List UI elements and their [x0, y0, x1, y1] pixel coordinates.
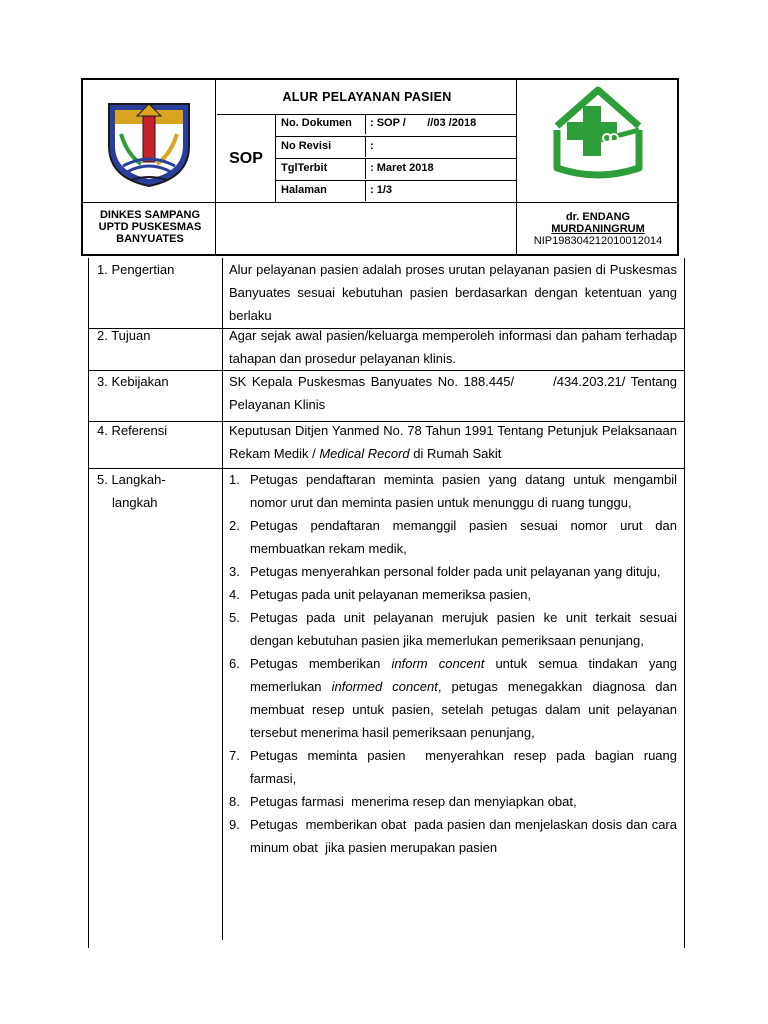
section-text-pengertian: Alur pelayanan pasien adalah proses urutan pelayanan pasien di Puskesmas Banyuates sesuai kebutuhan pasien berdasarkan dengan ketentuan yang berlaku: [229, 262, 677, 323]
list-item: 6. Petugas memberikan inform concent untuk semua tindakan yang memerlukan informed concent, petugas menegakkan diagnosa dan membuat resep untuk pasien, setelah petugas dalam unit pelayanan tersebut menerima hasil pemeriksaan penunjang,: [229, 656, 678, 740]
section-label-pengertian: 1. Pengertian: [97, 262, 175, 277]
list-item: 3. Petugas menyerahkan personal folder pada unit pelayanan yang dituju,: [229, 564, 661, 579]
sop-content-table: [88, 258, 685, 948]
meta-row-dokumen: [275, 114, 517, 134]
header-row-divider: [83, 202, 677, 203]
list-item: 5. Petugas pada unit pelayanan merujuk pasien ke unit terkait sesuai dengan kebutuhan pasien jika memerlukan pemeriksaan penunjang,: [229, 610, 677, 648]
signer-name: dr. ENDANG: [565, 211, 631, 223]
section-text-tujuan: Agar sejak awal pasien/keluarga memperoleh informasi dan paham terhadap tahapan dan prosedur pelayanan klinis.: [229, 328, 677, 366]
meta-row-revisi: [275, 136, 517, 157]
list-item: 7. Petugas meminta pasien menyerahkan resep pada bagian ruang farmasi,: [229, 748, 681, 786]
puskesmas-logo-icon: [543, 84, 653, 184]
organization-name: DINKES SAMPANG UPTD PUSKESMAS BANYUATES: [98, 209, 202, 245]
list-item: 2. Petugas pendaftaran memanggil pasien sesuai nomor urut dan membuatkan rekam medik,: [229, 518, 677, 556]
meta-row-halaman: [275, 180, 517, 201]
section-label-tujuan: 2. Tujuan: [97, 328, 151, 343]
meta-value: : SOP / //03 /2018: [370, 117, 477, 129]
meta-label: TglTerbit: [281, 162, 328, 174]
page-cut: [89, 940, 684, 948]
list-item: 8. Petugas farmasi menerima resep dan menyiapkan obat,: [229, 794, 577, 809]
meta-label: No Revisi: [281, 140, 332, 152]
list-item: 9. Petugas memberikan obat pada pasien dan menjelaskan dosis dan cara minum obat jika pasien merupakan pasien: [229, 817, 681, 855]
section-label-langkah: 5. Langkah- langkah: [97, 472, 166, 510]
section-text-kebijakan: SK Kepala Puskesmas Banyuates No. 188.445/ /434.203.21/ Tentang Pelayanan Klinis: [229, 374, 681, 412]
meta-label: No. Dokumen: [281, 117, 352, 129]
meta-value: : 1/3: [370, 184, 393, 196]
list-item: 1. Petugas pendaftaran meminta pasien yang datang untuk mengambil nomor urut dan meminta pasien untuk menunggu di ruang tunggu,: [229, 472, 677, 510]
meta-row-terbit: [275, 158, 517, 179]
sop-label: SOP: [229, 150, 263, 167]
sop-header-table: [81, 78, 679, 256]
signer-surname: MURDANINGRUM: [551, 223, 645, 235]
meta-label: Halaman: [281, 184, 327, 196]
section-text-referensi: Keputusan Ditjen Yanmed No. 78 Tahun 1991 Tentang Petunjuk Pelaksanaan Rekam Medik / Medical Record di Rumah Sakit: [229, 423, 677, 461]
list-item: 4. Petugas pada unit pelayanan memeriksa pasien,: [229, 587, 532, 602]
signer-nip: NIP198304212010012014: [533, 235, 663, 247]
section-label-referensi: 4. Referensi: [97, 423, 168, 438]
signer-block: [517, 211, 679, 247]
meta-value: : Maret 2018: [370, 162, 434, 174]
column-divider: [222, 258, 223, 948]
sampang-emblem-icon: [101, 94, 197, 190]
meta-value: :: [370, 140, 374, 152]
steps-list: [229, 468, 681, 859]
document-title: ALUR PELAYANAN PASIEN: [282, 90, 452, 104]
section-label-kebijakan: 3. Kebijakan: [97, 374, 169, 389]
